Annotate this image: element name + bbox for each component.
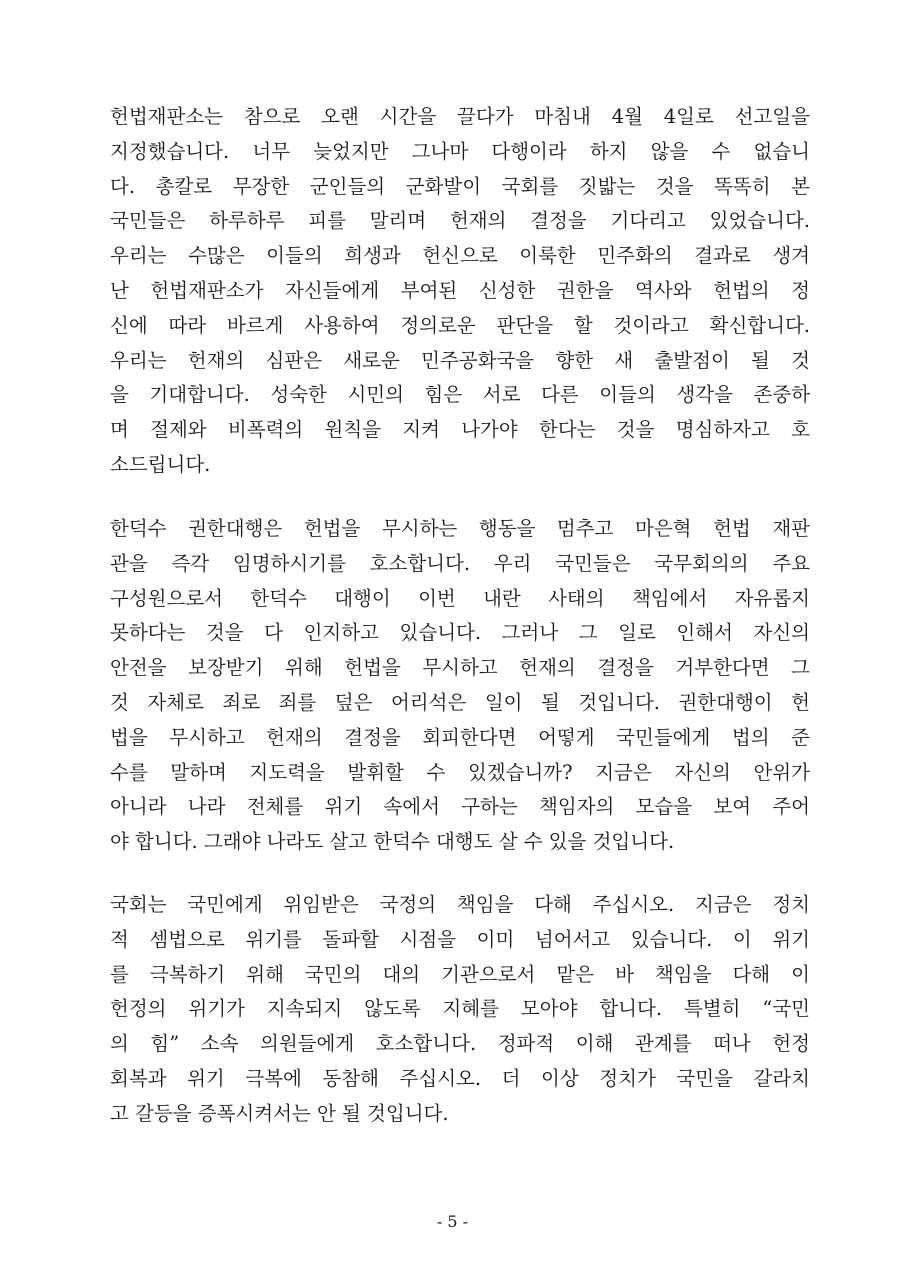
text-line: 을 기대합니다. 성숙한 시민의 힘은 서로 다른 이들의 생각을 존중하: [110, 383, 810, 407]
text-line: 회복과 위기 극복에 동참해 주십시오. 더 이상 정치가 국민을 갈라치: [110, 1066, 810, 1090]
text-line: 우리는 수많은 이들의 희생과 헌신으로 이룩한 민주화의 결과로 생겨: [110, 244, 810, 268]
text-line: 지정했습니다. 너무 늦었지만 그나마 다행이라 하지 않을 수 없습니: [110, 139, 810, 163]
text-line: 난 헌법재판소가 자신들에게 부여된 신성한 권한을 역사와 헌법의 정: [110, 278, 810, 302]
text-line: 관을 즉각 임명하시기를 호소합니다. 우리 국민들은 국무회의의 주요: [110, 551, 810, 575]
paragraph-1: [110, 100, 810, 483]
text-line: 의 힘” 소속 의원들에게 호소합니다. 정파적 이해 관계를 떠나 헌정: [110, 1032, 810, 1056]
text-line: 안전을 보장받기 위해 헌법을 무시하고 헌재의 결정을 거부한다면 그: [110, 656, 810, 680]
text-line: 우리는 헌재의 심판은 새로운 민주공화국을 향한 새 출발점이 될 것: [110, 348, 810, 372]
text-line: 법을 무시하고 헌재의 결정을 회피한다면 어떻게 국민들에게 법의 준: [110, 725, 810, 749]
text-line: 것 자체로 죄로 죄를 덮은 어리석은 일이 될 것입니다. 권한대행이 헌: [110, 690, 810, 714]
text-line: 며 절제와 비폭력의 원칙을 지켜 나가야 한다는 것을 명심하자고 호: [110, 418, 810, 442]
text-line: 수를 말하며 지도력을 발휘할 수 있겠습니까? 지금은 자신의 안위가: [110, 760, 810, 784]
text-line: 국회는 국민에게 위임받은 국정의 책임을 다해 주십시오. 지금은 정치: [110, 893, 810, 916]
text-line: 헌정의 위기가 지속되지 않도록 지혜를 모아야 합니다. 특별히 “국민: [110, 997, 810, 1021]
text-line: 다. 총칼로 무장한 군인들의 군화발이 국회를 짓밟는 것을 똑똑히 본: [110, 174, 810, 198]
text-line: 야 합니다. 그래야 나라도 살고 한덕수 대행도 살 수 있을 것입니다.: [110, 830, 675, 854]
text-line: 한덕수 권한대행은 헌법을 무시하는 행동을 멈추고 마은혁 헌법 재판: [110, 517, 810, 540]
text-line: 못하다는 것을 다 인지하고 있습니다. 그러나 그 일로 인해서 자신의: [110, 621, 810, 645]
paragraph-2: [110, 512, 810, 860]
text-line: 소드립니다.: [110, 452, 211, 476]
paragraph-3: [110, 888, 810, 1132]
text-line: 헌법재판소는 참으로 오랜 시간을 끌다가 마침내 4월 4일로 선고일을: [110, 105, 810, 128]
text-line: 를 극복하기 위해 국민의 대의 기관으로서 맡은 바 책임을 다해 이: [110, 962, 810, 986]
text-line: 구성원으로서 한덕수 대행이 이번 내란 사태의 책임에서 자유롭지: [110, 586, 810, 610]
text-line: 아니라 나라 전체를 위기 속에서 구하는 책임자의 모습을 보여 주어: [110, 795, 810, 819]
text-line: 국민들은 하루하루 피를 말리며 헌재의 결정을 기다리고 있었습니다.: [110, 209, 810, 233]
page-number: - 5 -: [436, 1212, 469, 1231]
text-line: 신에 따라 바르게 사용하여 정의로운 판단을 할 것이라고 확신합니다.: [110, 313, 810, 337]
text-line: 적 셈법으로 위기를 돌파할 시점을 이미 넘어서고 있습니다. 이 위기: [110, 927, 810, 951]
text-line: 고 갈등을 증폭시켜서는 안 될 것입니다.: [110, 1101, 449, 1125]
